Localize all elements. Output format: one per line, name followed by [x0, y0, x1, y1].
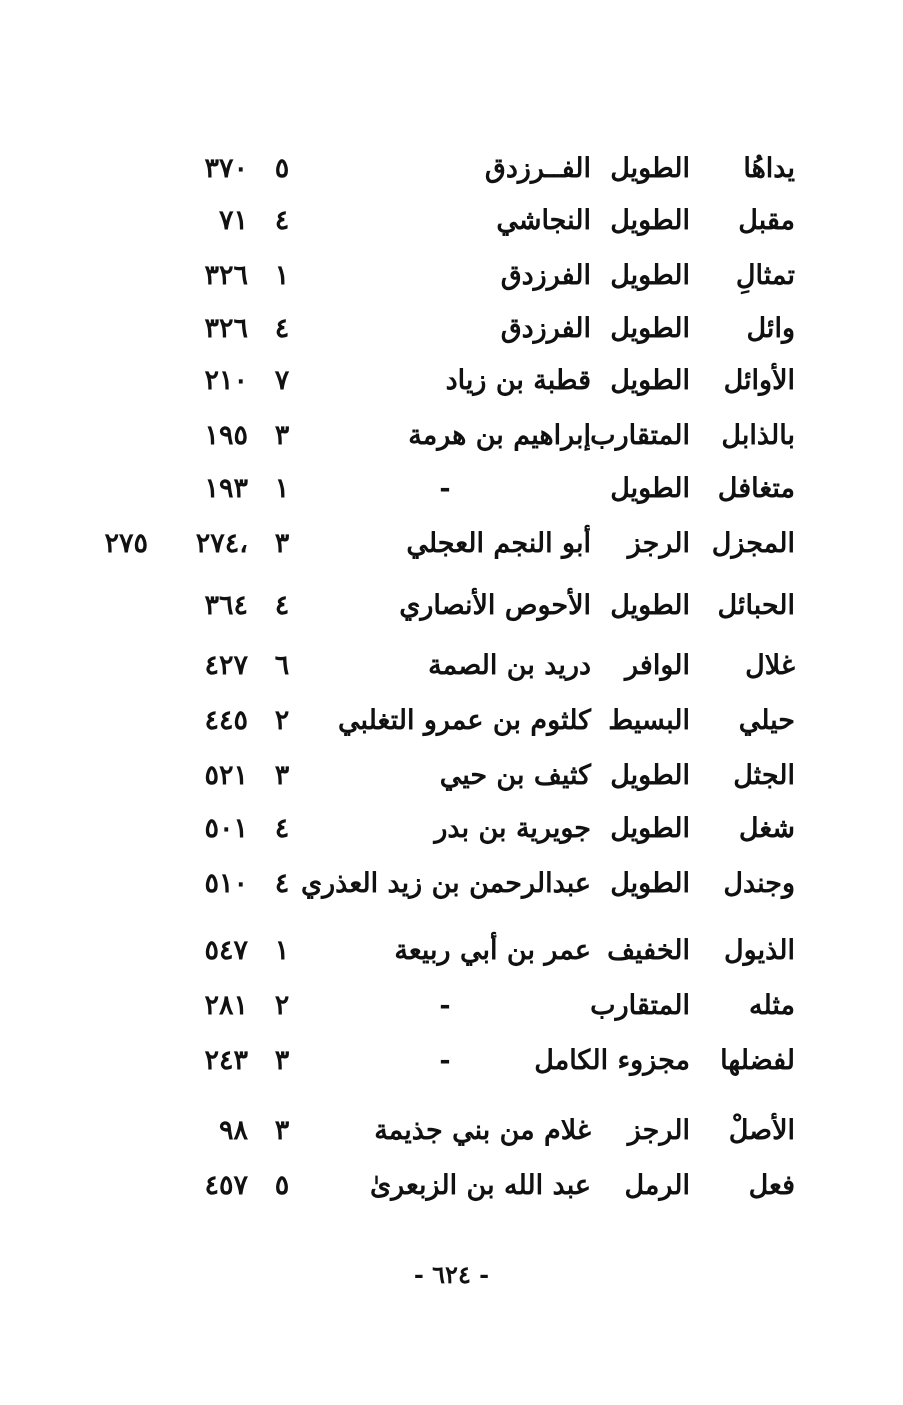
poet-name: الأحوص الأنصاري	[399, 590, 591, 621]
meter-name: الطويل	[610, 760, 690, 791]
index-row	[0, 695, 903, 747]
verse-count: ١	[274, 935, 290, 966]
meter-name: البسيط	[608, 705, 690, 736]
rhyme-word: الحبائل	[717, 590, 795, 621]
extra-page-ref	[78, 463, 148, 515]
poet-name: -	[439, 1045, 451, 1076]
index-row	[0, 518, 903, 570]
extra-page-ref	[78, 195, 148, 247]
extra-page-ref	[78, 1105, 148, 1157]
rhyme-word: الأصلْ	[728, 1115, 795, 1146]
verse-count: ٥	[274, 153, 290, 184]
meter-name: المتقارب	[590, 990, 690, 1021]
index-row	[0, 980, 903, 1032]
meter-name: الطويل	[610, 260, 690, 291]
rhyme-word: وجندل	[723, 868, 795, 899]
poet-name: عبد الله بن الزبعرىٰ	[369, 1170, 591, 1201]
meter-name: الطويل	[610, 813, 690, 844]
rhyme-word: فعل	[748, 1170, 795, 1201]
extra-page-ref	[78, 1160, 148, 1212]
rhyme-word: غلال	[745, 650, 795, 681]
verse-count: ١	[274, 260, 290, 291]
poet-name: غلام من بني جذيمة	[374, 1115, 591, 1146]
index-row	[0, 410, 903, 462]
rhyme-word: وائل	[746, 313, 795, 344]
index-row	[0, 925, 903, 977]
verse-count: ٣	[274, 1115, 290, 1146]
meter-name: الطويل	[610, 590, 690, 621]
page-refs: ٧١	[218, 205, 248, 236]
meter-name: الطويل	[610, 205, 690, 236]
page-refs: ٤٤٥	[204, 705, 248, 736]
index-row	[0, 143, 903, 195]
index-row	[0, 1035, 903, 1087]
verse-count: ٤	[274, 590, 290, 621]
rhyme-word: الذيول	[724, 935, 795, 966]
extra-page-ref	[78, 980, 148, 1032]
index-row	[0, 250, 903, 302]
page-refs: ٥٢١	[204, 760, 248, 791]
poet-name: -	[439, 990, 451, 1021]
index-row	[0, 580, 903, 632]
index-row	[0, 750, 903, 802]
poet-name: الفرزدق	[500, 313, 591, 344]
page-refs: ٤٥٧	[204, 1170, 248, 1201]
rhyme-word: الجثل	[733, 760, 795, 791]
extra-page-ref	[78, 143, 148, 195]
rhyme-word: يداهُا	[743, 153, 795, 184]
poet-name: عبدالرحمن بن زيد العذري	[301, 868, 591, 899]
poet-name: الفرزدق	[500, 260, 591, 291]
verse-count: ٣	[274, 760, 290, 791]
poet-name: أبو النجم العجلي	[406, 528, 591, 559]
page-refs: ٣٦٤	[204, 590, 248, 621]
rhyme-word: المجزل	[711, 528, 795, 559]
verse-count: ٣	[274, 528, 290, 559]
index-row	[0, 195, 903, 247]
verse-count: ٢	[274, 990, 290, 1021]
index-row	[0, 640, 903, 692]
meter-name: الطويل	[610, 153, 690, 184]
page-refs: ٢٤٣	[204, 1045, 248, 1076]
poet-name: جويرية بن بدر	[434, 813, 591, 844]
page-refs: ٥٤٧	[204, 935, 248, 966]
meter-name: المتقارب	[590, 420, 690, 451]
page-refs: ٩٨	[218, 1115, 248, 1146]
verse-count: ٤	[274, 313, 290, 344]
poet-name: قطبة بن زياد	[445, 365, 591, 396]
verse-count: ٣	[274, 1045, 290, 1076]
index-row	[0, 355, 903, 407]
page-refs: ٥١٠	[204, 868, 248, 899]
index-row	[0, 858, 903, 910]
poet-name: كلثوم بن عمرو التغلبي	[337, 705, 591, 736]
page-refs: ٣٢٦	[204, 313, 248, 344]
poet-name: عمر بن أبي ربيعة	[394, 935, 591, 966]
rhyme-word: مثله	[748, 990, 795, 1021]
index-row	[0, 303, 903, 355]
poet-name: -	[439, 473, 451, 504]
index-row	[0, 1105, 903, 1157]
verse-count: ٧	[274, 365, 290, 396]
verse-count: ٦	[274, 650, 290, 681]
verse-count: ٤	[274, 205, 290, 236]
page-refs: ٥٠١	[204, 813, 248, 844]
poet-name: إبراهيم بن هرمة	[408, 420, 591, 451]
poet-name: النجاشي	[496, 205, 591, 236]
rhyme-word: بالذابل	[721, 420, 795, 451]
meter-name: الرمل	[624, 1170, 690, 1201]
meter-name: مجزوء الكامل	[534, 1045, 690, 1076]
meter-name: الطويل	[610, 868, 690, 899]
extra-page-ref	[78, 750, 148, 802]
verse-count: ٤	[274, 868, 290, 899]
verse-count: ١	[274, 473, 290, 504]
extra-page-ref	[78, 695, 148, 747]
page-refs: ٢٧٤،	[195, 528, 248, 559]
rhyme-word: الأوائل	[723, 365, 795, 396]
page-refs: ٤٢٧	[204, 650, 248, 681]
page-refs: ٢٨١	[204, 990, 248, 1021]
poet-name: الفــرزدق	[484, 153, 591, 184]
extra-page-ref	[78, 410, 148, 462]
meter-name: الخفيف	[607, 935, 690, 966]
extra-page-ref: ٢٧٥	[104, 528, 148, 559]
extra-page-ref	[78, 803, 148, 855]
poet-name: كثيف بن حيي	[439, 760, 591, 791]
meter-name: الطويل	[610, 473, 690, 504]
meter-name: الوافر	[625, 650, 690, 681]
extra-page-ref	[78, 858, 148, 910]
meter-name: الرجز	[627, 528, 690, 559]
rhyme-word: حيلي	[738, 705, 795, 736]
rhyme-word: مقبل	[738, 205, 795, 236]
extra-page-ref	[78, 580, 148, 632]
page-refs: ٣٧٠	[204, 153, 248, 184]
page-refs: ١٩٣	[204, 473, 248, 504]
extra-page-ref	[78, 640, 148, 692]
index-row	[0, 1160, 903, 1212]
verse-count: ٣	[274, 420, 290, 451]
page-refs: ٢١٠	[204, 365, 248, 396]
extra-page-ref	[78, 250, 148, 302]
rhyme-word: لفضلها	[720, 1045, 795, 1076]
extra-page-ref	[78, 925, 148, 977]
meter-name: الطويل	[610, 365, 690, 396]
rhyme-word: شغل	[738, 813, 795, 844]
rhyme-word: تمثالِ	[735, 260, 795, 291]
meter-name: الطويل	[610, 313, 690, 344]
index-row	[0, 463, 903, 515]
page-refs: ٣٢٦	[204, 260, 248, 291]
meter-name: الرجز	[627, 1115, 690, 1146]
extra-page-ref	[78, 1035, 148, 1087]
page-number: - ٦٢٤ -	[413, 1260, 490, 1289]
page-refs: ١٩٥	[204, 420, 248, 451]
extra-page-ref	[78, 355, 148, 407]
poet-name: دريد بن الصمة	[428, 650, 591, 681]
rhyme-word: متغافل	[717, 473, 795, 504]
verse-count: ٢	[274, 705, 290, 736]
verse-count: ٥	[274, 1170, 290, 1201]
index-row	[0, 803, 903, 855]
extra-page-ref	[78, 303, 148, 355]
verse-count: ٤	[274, 813, 290, 844]
